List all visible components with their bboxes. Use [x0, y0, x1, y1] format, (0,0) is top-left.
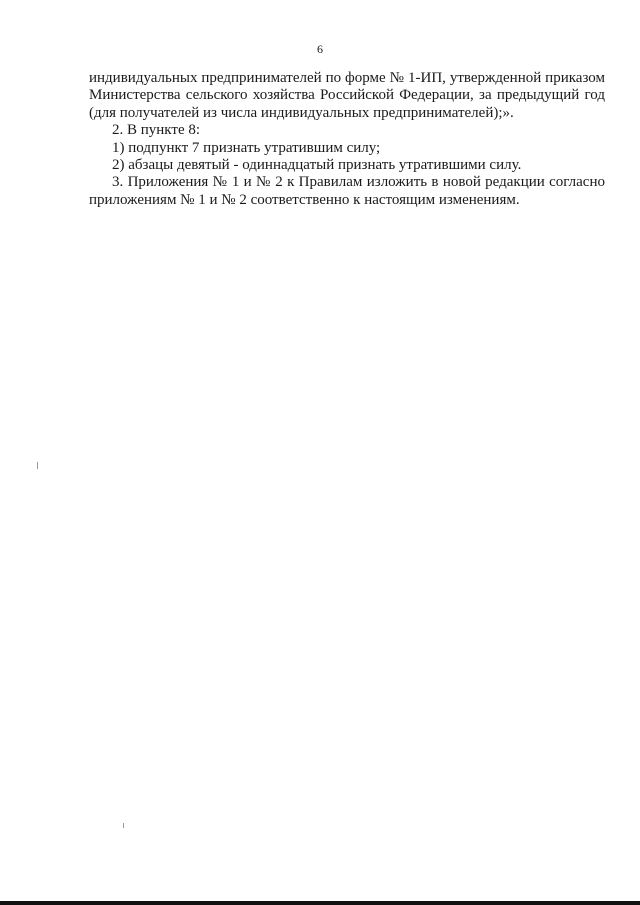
paragraph-item-2: 2. В пункте 8: — [112, 122, 201, 139]
paragraph-item-3: 3. Приложения № 1 и № 2 к Правилам изложить в новой редакции согласно приложениям № 1 и № 2 соответственно к настоящим изменениям. — [89, 174, 605, 208]
document-body — [89, 70, 605, 209]
scan-bottom-edge — [0, 901, 640, 905]
paragraph-continuation: индивидуальных предпринимателей по форме № 1-ИП, утвержденной приказом Министерства сельского хозяйства Российской Федерации, за предыдущий год (для получателей из числа индивидуальных предпринимателей);». — [89, 70, 605, 121]
scan-speck — [37, 462, 38, 469]
scan-speck — [123, 823, 124, 828]
paragraph-subitem-2: 2) абзацы девятый - одиннадцатый признать утратившими силу. — [112, 157, 522, 174]
page-number: 6 — [317, 42, 323, 56]
paragraph-subitem-1: 1) подпункт 7 признать утратившим силу; — [112, 139, 381, 156]
